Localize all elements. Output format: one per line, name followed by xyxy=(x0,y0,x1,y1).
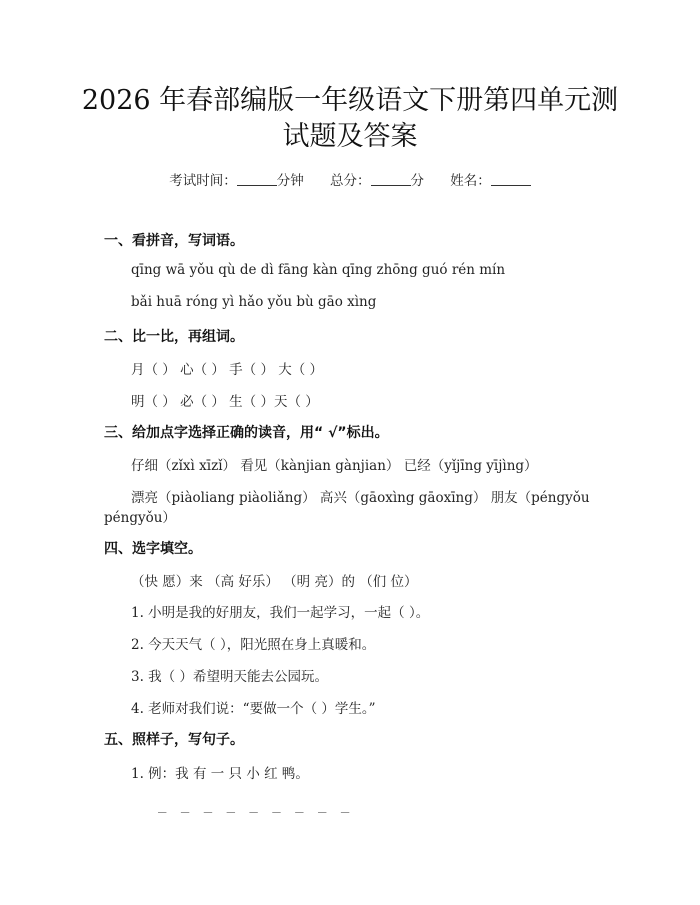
answer-dash-line: _ _ _ _ _ _ _ _ _ xyxy=(158,797,353,813)
time-label: 考试时间： xyxy=(169,173,237,189)
example-sentence: 1. 例：我 有 一 只 小 红 鸭。 xyxy=(131,766,309,782)
section-4-heading: 四、选字填空。 xyxy=(104,541,202,557)
fill-item: 4. 老师对我们说：“要做一个（ ）学生。” xyxy=(131,701,376,717)
section-1-heading: 一、看拼音，写词语。 xyxy=(104,233,244,249)
name-blank xyxy=(491,173,531,186)
section-2-heading: 二、比一比，再组词。 xyxy=(104,329,244,345)
time-blank xyxy=(237,173,277,186)
word-options: （快 愿）来 （高 好乐） （明 亮）的 （们 位） xyxy=(131,574,418,590)
pinyin-line: bǎi huā róng yì hǎo yǒu bù gāo xìng xyxy=(131,294,377,310)
reading-line: 漂亮（piàoliang piàoliǎng） 高兴（gāoxìng gāoxīng） 朋友（péngyǒu xyxy=(131,490,590,506)
time-unit: 分钟 xyxy=(276,173,304,189)
fill-item: 1. 小明是我的好朋友，我们一起学习，一起（ ）。 xyxy=(131,605,430,621)
fill-item: 3. 我（ ）希望明天能去公园玩。 xyxy=(131,669,328,685)
reading-line: 仔细（zǐxì xīzǐ） 看见（kànjian gànjian） 已经（yǐjīng yījìng） xyxy=(131,458,538,474)
name-label: 姓名： xyxy=(450,173,491,189)
score-field xyxy=(330,173,428,189)
fill-item: 2. 今天天气（ ），阳光照在身上真暖和。 xyxy=(131,637,376,653)
score-label: 总分： xyxy=(330,173,371,189)
reading-line-wrap: péngyǒu） xyxy=(104,510,176,526)
time-field xyxy=(169,173,308,189)
score-unit: 分 xyxy=(410,173,424,189)
score-blank xyxy=(371,173,411,186)
pinyin-line: qīng wā yǒu qù de dì fāng kàn qīng zhōng guó rén mín xyxy=(131,262,506,278)
page-title-line1: 2026 年春部编版一年级语文下册第四单元测 xyxy=(81,85,619,116)
section-5-heading: 五、照样子，写句子。 xyxy=(104,732,244,748)
page-title-line2: 试题及答案 xyxy=(282,121,418,152)
compare-line: 明（ ） 必（ ） 生（ ）天（ ） xyxy=(131,394,319,410)
section-3-heading: 三、给加点字选择正确的读音，用“ √”标出。 xyxy=(104,425,389,441)
name-field xyxy=(450,173,531,189)
exam-meta xyxy=(0,169,700,189)
compare-line: 月（ ） 心（ ） 手（ ） 大（ ） xyxy=(131,362,324,378)
